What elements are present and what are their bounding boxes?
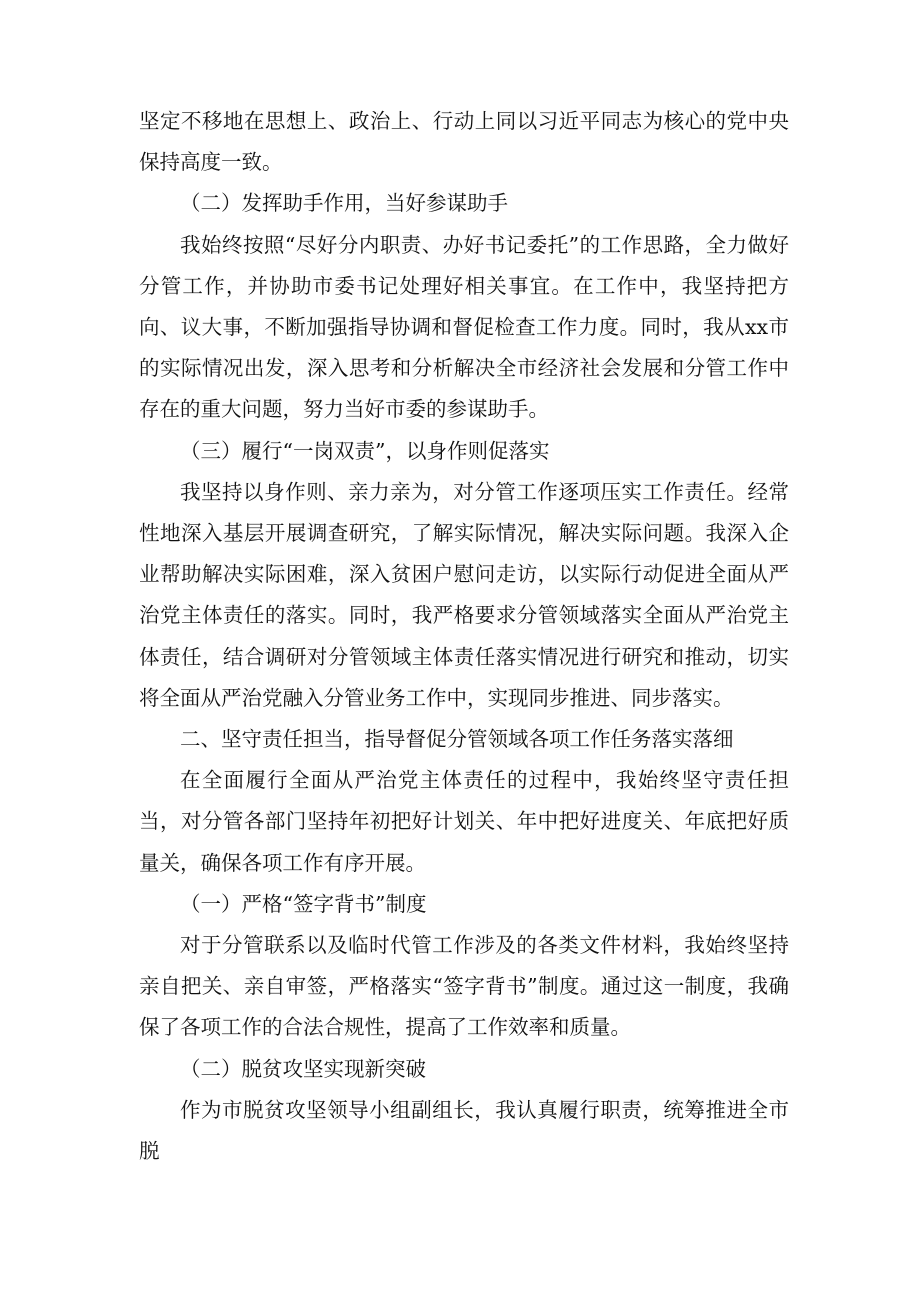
paragraph: 在全面履行全面从严治党主体责任的过程中，我始终坚守责任担当，对分管各部门坚持年初把好计划关、年中把好进度关、年底把好质量关，确保各项工作有序开展。 xyxy=(139,768,789,875)
subheading-2: （二）发挥助手作用，当好参谋助手 xyxy=(180,191,508,216)
section-heading-2: 二、坚守责任担当，指导督促分管领域各项工作任务落实落细 xyxy=(180,727,734,752)
subheading-2b: （二）脱贫攻坚实现新突破 xyxy=(180,1056,426,1081)
paragraph: 对于分管联系以及临时代管工作涉及的各类文件材料，我始终坚持亲自把关、亲自审签，严格落实“签字背书”制度。通过这一制度，我确保了各项工作的合法合规性，提高了工作效率和质量。 xyxy=(139,933,789,1040)
paragraph: 作为市脱贫攻坚领导小组副组长，我认真履行职责，统筹推进全市脱 xyxy=(139,1097,789,1164)
subheading-1: （一）严格“签字背书”制度 xyxy=(180,891,427,916)
document-body xyxy=(139,101,789,1172)
paragraph: 我坚持以身作则、亲力亲为，对分管工作逐项压实工作责任。经常性地深入基层开展调查研究，了解实际情况，解决实际问题。我深入企业帮助解决实际困难，深入贫困户慰问走访，以实际行动促进全面从严治党主体责任的落实。同时，我严格要求分管领域落实全面从严治党主体责任，结合调研对分管领域主体责任落实情况进行研究和推动，切实将全面从严治党融入分管业务工作中，实现同步推进、同步落实。 xyxy=(139,479,789,710)
paragraph-continuation: 坚定不移地在思想上、政治上、行动上同以习近平同志为核心的党中央保持高度一致。 xyxy=(139,109,789,175)
subheading-3: （三）履行“一岗双责”，以身作则促落实 xyxy=(180,438,550,463)
paragraph: 我始终按照“尽好分内职责、办好书记委托”的工作思路，全力做好分管工作，并协助市委书记处理好相关事宜。在工作中，我坚持把方向、议大事，不断加强指导协调和督促检查工作力度。同时，我从xx市的实际情况出发，深入思考和分析解决全市经济社会发展和分管工作中存在的重大问题，努力当好市委的参谋助手。 xyxy=(139,232,789,422)
